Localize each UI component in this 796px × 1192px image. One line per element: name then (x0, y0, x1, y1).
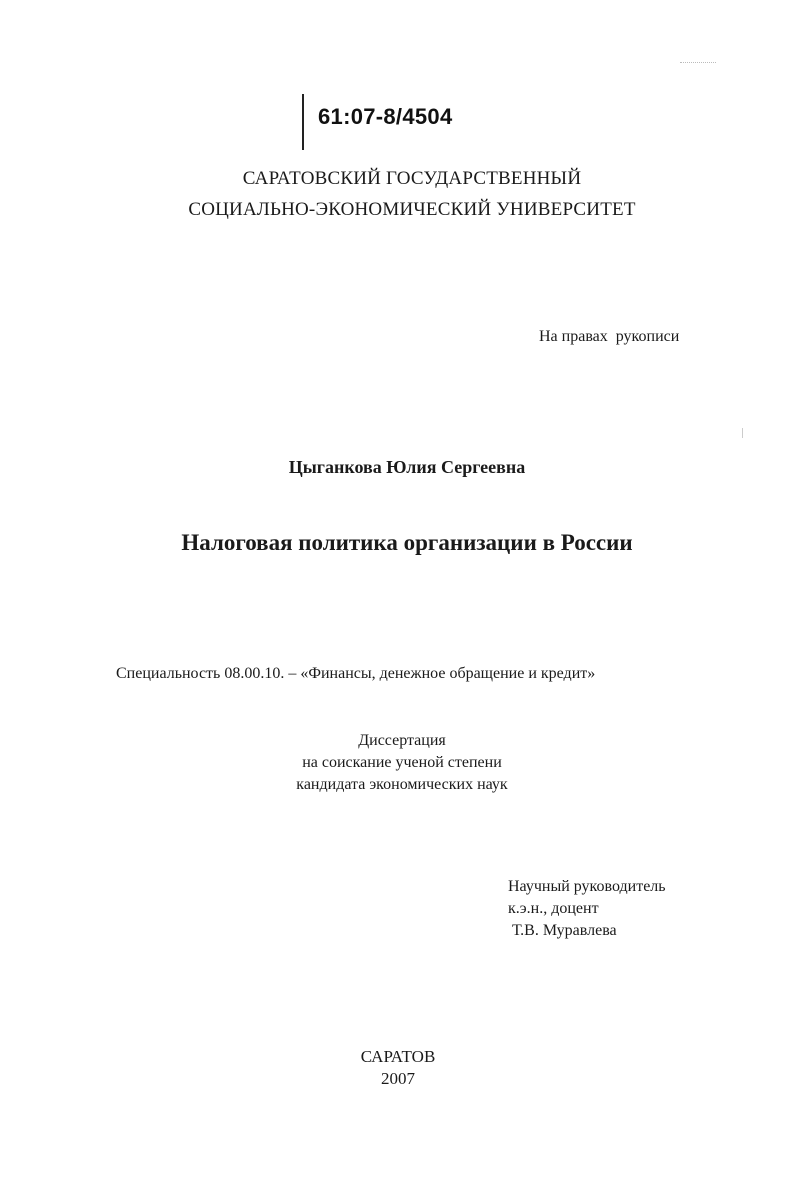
manuscript-rights-note: На правах рукописи (539, 328, 680, 345)
dissertation-line-3: кандидата экономических наук (296, 776, 508, 793)
stamp-divider (302, 94, 304, 150)
dissertation-line-2: на соискание ученой степени (302, 754, 502, 771)
library-stamp-number: 61:07-8/4504 (318, 104, 453, 129)
author-name: Цыганкова Юлия Сергеевна (288, 457, 526, 477)
supervisor-role: Научный руководитель (508, 878, 666, 895)
university-name-line-1: САРАТОВСКИЙ ГОСУДАРСТВЕННЫЙ (242, 168, 582, 189)
dissertation-title: Налоговая политика организации в России (181, 530, 633, 555)
specialty-line: Специальность 08.00.10. – «Финансы, денежное обращение и кредит» (116, 665, 596, 682)
city-name: САРАТОВ (360, 1047, 436, 1066)
scan-artifact (680, 62, 716, 65)
year: 2007 (381, 1069, 415, 1088)
city-and-year (0, 1046, 796, 1090)
university-name-line-2: СОЦИАЛЬНО-ЭКОНОМИЧЕСКИЙ УНИВЕРСИТЕТ (188, 199, 636, 220)
supervisor-degree: к.э.н., доцент (508, 900, 599, 917)
scan-artifact-mark (742, 428, 743, 438)
supervisor-name: Т.В. Муравлева (512, 922, 617, 939)
dissertation-line-1: Диссертация (358, 732, 446, 749)
dissertation-description (0, 730, 796, 796)
